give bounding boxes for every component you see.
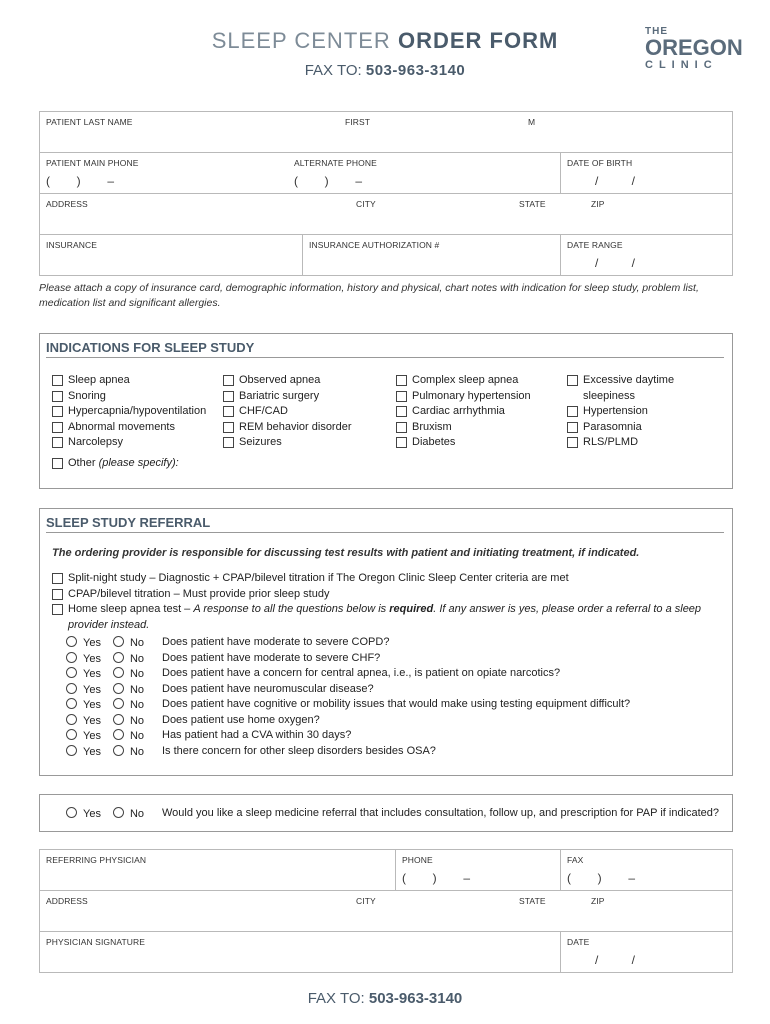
checkbox-icon[interactable] xyxy=(52,375,63,386)
checkbox-icon[interactable] xyxy=(52,573,63,584)
patient-last-name-label: PATIENT LAST NAME xyxy=(46,117,133,127)
question-text: Is there concern for other sleep disorders besides OSA? xyxy=(162,744,436,757)
logo-clinic: CLINIC xyxy=(645,59,718,71)
alternate-phone-field[interactable] xyxy=(288,153,560,193)
logo-the: THE xyxy=(645,26,668,37)
zip-label: ZIP xyxy=(591,199,605,209)
yes-radio[interactable] xyxy=(66,636,77,647)
yes-radio[interactable] xyxy=(66,745,77,756)
checkbox-icon[interactable] xyxy=(396,375,407,386)
insurance-authorization-field[interactable] xyxy=(302,235,561,275)
address-label: ADDRESS xyxy=(46,199,88,209)
physician-phone-label: PHONE xyxy=(402,855,433,865)
dob-label: DATE OF BIRTH xyxy=(567,158,633,168)
patient-name-row xyxy=(40,112,732,153)
main-phone-label: PATIENT MAIN PHONE xyxy=(46,158,139,168)
date-range-field[interactable] xyxy=(560,235,732,275)
referring-physician-label: REFERRING PHYSICIAN xyxy=(46,855,147,865)
date-range-label: DATE RANGE xyxy=(567,240,623,250)
fax-number: 503-963-3140 xyxy=(365,62,466,79)
fax-label: FAX TO: xyxy=(304,62,362,79)
indication-item[interactable]: Cardiac arrhythmia xyxy=(396,404,531,420)
date-range-fill: / / xyxy=(595,256,636,270)
indication-item[interactable]: Excessive daytime sleepiness xyxy=(567,373,674,404)
indication-item[interactable]: Observed apnea xyxy=(223,373,352,389)
footer-fax-line xyxy=(0,990,770,1007)
patient-main-phone-field[interactable] xyxy=(40,153,288,193)
indications-heading: INDICATIONS FOR SLEEP STUDY xyxy=(46,340,724,358)
insurance-field[interactable] xyxy=(40,235,302,275)
physician-address-row xyxy=(40,891,732,932)
indication-item[interactable]: Hypercapnia/hypoventilation xyxy=(52,404,206,420)
indications-section xyxy=(39,333,733,489)
no-radio[interactable] xyxy=(113,807,124,818)
middle-initial-label: M xyxy=(528,117,536,127)
indications-col-3 xyxy=(396,373,531,451)
patient-address-field[interactable] xyxy=(40,194,732,234)
physician-grid xyxy=(39,849,733,973)
signature-date-label: DATE xyxy=(567,937,590,947)
patient-phone-row xyxy=(40,153,732,194)
indication-item[interactable]: Sleep apnea xyxy=(52,373,206,389)
checkbox-icon[interactable] xyxy=(52,406,63,417)
checkbox-icon[interactable] xyxy=(52,437,63,448)
auth-label: INSURANCE AUTHORIZATION # xyxy=(309,240,440,250)
title-light: SLEEP CENTER xyxy=(211,28,391,53)
indications-col-2 xyxy=(223,373,352,451)
indication-item[interactable]: Parasomnia xyxy=(567,420,674,436)
indication-item[interactable]: Diabetes xyxy=(396,435,531,451)
indication-item[interactable]: REM behavior disorder xyxy=(223,420,352,436)
checkbox-icon[interactable] xyxy=(223,391,234,402)
no-radio[interactable] xyxy=(113,652,124,663)
checkbox-icon[interactable] xyxy=(567,437,578,448)
question-text: Does patient have cognitive or mobility issues that would make using testing equipment difficult? xyxy=(162,698,631,710)
yes-radio[interactable] xyxy=(66,807,77,818)
checkbox-icon[interactable] xyxy=(396,437,407,448)
checkbox-icon[interactable] xyxy=(567,422,578,433)
yes-radio[interactable] xyxy=(66,667,77,678)
referral-heading: SLEEP STUDY REFERRAL xyxy=(46,515,724,533)
checkbox-icon[interactable] xyxy=(567,406,578,417)
referral-options xyxy=(52,571,732,633)
physician-state-label: STATE xyxy=(519,896,546,906)
yes-radio[interactable] xyxy=(66,698,77,709)
yes-radio[interactable] xyxy=(66,714,77,725)
oregon-clinic-logo xyxy=(645,26,743,71)
indication-other[interactable]: Other (please specify): xyxy=(52,456,179,472)
indications-col-4 xyxy=(567,373,674,451)
checkbox-icon[interactable] xyxy=(223,422,234,433)
question-text: Does patient have moderate to severe CHF? xyxy=(162,651,381,664)
physician-fax-label: FAX xyxy=(567,855,584,865)
physician-phone-fill: ( ) – xyxy=(402,871,471,885)
checkbox-icon[interactable] xyxy=(52,422,63,433)
question-text: Does patient use home oxygen? xyxy=(162,713,320,726)
question-text: Does patient have moderate to severe COPD? xyxy=(162,636,390,648)
dob-fill: / / xyxy=(595,174,636,188)
insurance-label: INSURANCE xyxy=(46,240,97,250)
cpap-titration-option[interactable]: CPAP/bilevel titration – Must provide prior sleep study xyxy=(52,587,732,603)
split-night-option[interactable]: Split-night study – Diagnostic + CPAP/bilevel titration if The Oregon Clinic Sleep Center criteria are met xyxy=(52,571,732,587)
physician-signature-row xyxy=(40,932,732,972)
no-radio[interactable] xyxy=(113,636,124,647)
footer-fax-label: FAX TO: xyxy=(307,990,365,1007)
title-bold: ORDER FORM xyxy=(397,28,559,53)
logo-oregon: OREGON xyxy=(645,35,743,60)
indication-item[interactable]: Pulmonary hypertension xyxy=(396,389,531,405)
checkbox-icon[interactable] xyxy=(396,391,407,402)
city-label: CITY xyxy=(356,199,376,209)
indication-item[interactable]: Bariatric surgery xyxy=(223,389,352,405)
checkbox-icon[interactable] xyxy=(396,422,407,433)
physician-fax-fill: ( ) – xyxy=(567,871,636,885)
physician-address-label: ADDRESS xyxy=(46,896,88,906)
indication-item[interactable]: CHF/CAD xyxy=(223,404,352,420)
date-of-birth-field[interactable] xyxy=(560,153,732,193)
checkbox-icon[interactable] xyxy=(52,604,63,615)
consult-question: Would you like a sleep medicine referral that includes consultation, follow up, and prescription for PAP if indicated? xyxy=(162,807,720,819)
indication-item[interactable]: Snoring xyxy=(52,389,206,405)
no-radio[interactable] xyxy=(113,714,124,725)
indication-item[interactable]: Complex sleep apnea xyxy=(396,373,531,389)
patient-last-name-field[interactable] xyxy=(40,112,732,152)
checkbox-icon[interactable] xyxy=(52,589,63,600)
alt-phone-fill: ( ) – xyxy=(294,174,363,188)
indication-item[interactable]: Bruxism xyxy=(396,420,531,436)
indication-item[interactable]: Abnormal movements xyxy=(52,420,206,436)
checkbox-icon[interactable] xyxy=(52,458,63,469)
patient-insurance-row xyxy=(40,235,732,275)
signature-label: PHYSICIAN SIGNATURE xyxy=(46,937,146,947)
attachment-note: Please attach a copy of insurance card, demographic information, history and physical, chart notes with indication for sleep study, problem list, medication list and significant allergies. xyxy=(39,282,699,309)
home-sleep-test-option[interactable]: Home sleep apnea test – A response to all the questions below is required. If any answer is yes, please order a referral to a sleep provider instead. xyxy=(52,602,732,633)
question-text: Does patient have a concern for central apnea, i.e., is patient on opiate narcotics? xyxy=(162,667,561,679)
referral-disclaimer: The ordering provider is responsible for discussing test results with patient and initiating treatment, if indicated. xyxy=(52,547,640,559)
yes-radio[interactable] xyxy=(66,683,77,694)
physician-phone-field[interactable] xyxy=(395,850,561,890)
patient-info-grid xyxy=(39,111,733,276)
physician-city-label: CITY xyxy=(356,896,376,906)
physician-address-field[interactable] xyxy=(40,891,732,931)
no-radio[interactable] xyxy=(113,729,124,740)
consult-section: Yes No Would you like a sleep medicine referral that includes consultation, follow up, and prescription for PAP if indicated? xyxy=(39,794,733,832)
physician-row xyxy=(40,850,732,891)
footer-fax-number: 503-963-3140 xyxy=(368,990,463,1007)
first-name-label: FIRST xyxy=(345,117,371,127)
checkbox-icon[interactable] xyxy=(223,375,234,386)
physician-zip-label: ZIP xyxy=(591,896,605,906)
referral-section: SLEEP STUDY REFERRAL The ordering provider is responsible for discussing test results with patient and initiating treatment, if indicated. Split-night study – Diagnostic + CPAP/bilevel titration if The Oregon Clinic Sleep Center criteria are met CPAP/bilevel titration – Must provide prior sleep study Home sleep apnea test – A response to all the questions below is required. If any answer is yes, please order a referral to a sleep provider instead. Yes No Does patient have moderate to severe COPD? Yes No Does patient have moderate to severe CHF? Yes No Does patient have a concern for central apnea, i.e., is patient on opiate narcotics? Yes No Does patient have neuromuscular disease? Yes No Does patient have cognitive or mobility issues that would make using testing equipment difficult? Yes No Does patient use home oxygen? Yes No Has patient had a CVA within 30 days? Yes No Is there concern for other sleep disorders besides OSA? xyxy=(39,508,733,776)
physician-signature-field[interactable] xyxy=(40,932,560,972)
checkbox-icon[interactable] xyxy=(396,406,407,417)
indication-item[interactable]: Seizures xyxy=(223,435,352,451)
no-radio[interactable] xyxy=(113,667,124,678)
no-radio[interactable] xyxy=(113,698,124,709)
no-radio[interactable] xyxy=(113,683,124,694)
indications-col-1 xyxy=(52,373,206,451)
checkbox-icon[interactable] xyxy=(223,406,234,417)
alt-phone-label: ALTERNATE PHONE xyxy=(294,158,377,168)
question-text: Does patient have neuromuscular disease? xyxy=(162,682,374,695)
question-text: Has patient had a CVA within 30 days? xyxy=(162,729,352,741)
indication-item[interactable]: RLS/PLMD xyxy=(567,435,674,451)
checkbox-icon[interactable] xyxy=(567,375,578,386)
signature-date-field[interactable] xyxy=(560,932,732,972)
patient-address-row xyxy=(40,194,732,235)
checkbox-icon[interactable] xyxy=(223,437,234,448)
checkbox-icon[interactable] xyxy=(52,391,63,402)
indication-item[interactable]: Narcolepsy xyxy=(52,435,206,451)
no-radio[interactable] xyxy=(113,745,124,756)
yes-radio[interactable] xyxy=(66,729,77,740)
main-phone-fill: ( ) – xyxy=(46,174,115,188)
signature-date-fill: / / xyxy=(595,953,636,967)
indication-item[interactable]: Hypertension xyxy=(567,404,674,420)
physician-fax-field[interactable] xyxy=(560,850,732,890)
state-label: STATE xyxy=(519,199,546,209)
referring-physician-field[interactable] xyxy=(40,850,395,890)
yes-radio[interactable] xyxy=(66,652,77,663)
